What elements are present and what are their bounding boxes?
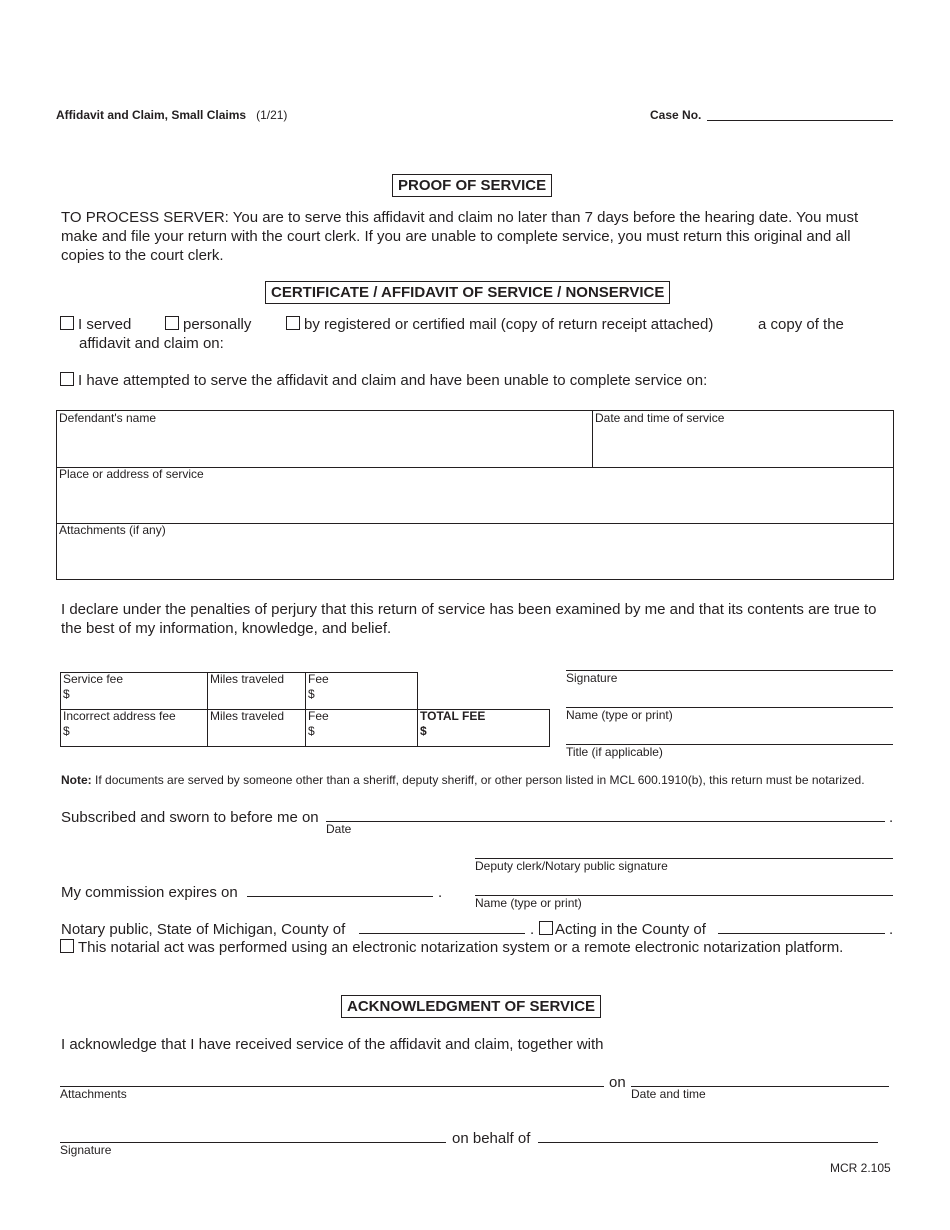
acknowledgment-text: I acknowledge that I have received service of the affidavit and claim, together with bbox=[61, 1036, 604, 1053]
certificate-title: CERTIFICATE / AFFIDAVIT OF SERVICE / NONSERVICE bbox=[265, 281, 670, 304]
miles-traveled-label-1: Miles traveled bbox=[210, 672, 285, 686]
personally-option[interactable] bbox=[165, 315, 251, 334]
fee-dollar-1: $ bbox=[308, 687, 315, 701]
electronic-notarization-checkbox[interactable] bbox=[60, 939, 74, 953]
form-date: (1/21) bbox=[256, 108, 288, 122]
form-number: MCR 2.105 bbox=[830, 1161, 891, 1175]
acting-county-label: Acting in the County of bbox=[555, 921, 706, 938]
subscribed-period: . bbox=[889, 809, 894, 826]
service-fee-dollar: $ bbox=[63, 687, 70, 701]
note-label: Note: bbox=[61, 773, 92, 787]
notarization-note bbox=[61, 773, 901, 787]
fee-label-1: Fee bbox=[308, 672, 329, 686]
deputy-signature-label: Deputy clerk/Notary public signature bbox=[475, 859, 668, 873]
perjury-declaration: I declare under the penalties of perjury that this return of service has been examined by me and that its contents are true to the best of my information, knowledge, and belief. bbox=[61, 601, 877, 637]
fee-dollar-2: $ bbox=[308, 724, 315, 738]
acting-county-option[interactable] bbox=[539, 920, 706, 939]
mail-option[interactable] bbox=[286, 315, 713, 334]
personally-label: personally bbox=[183, 316, 252, 333]
ack-signature-label: Signature bbox=[60, 1143, 112, 1157]
affidavit-claim-on-text: affidavit and claim on: bbox=[79, 335, 224, 352]
on-behalf-of-line[interactable] bbox=[538, 1142, 878, 1143]
attempted-checkbox[interactable] bbox=[60, 372, 74, 386]
place-address-label: Place or address of service bbox=[59, 467, 204, 481]
electronic-notarization-option[interactable] bbox=[60, 938, 843, 957]
service-fee-label: Service fee bbox=[63, 672, 124, 686]
subscribed-date-label: Date bbox=[326, 822, 352, 836]
personally-checkbox[interactable] bbox=[165, 316, 179, 330]
on-behalf-of-text: on behalf of bbox=[452, 1130, 531, 1147]
form-title-text: Affidavit and Claim, Small Claims bbox=[56, 108, 247, 122]
total-fee-dollar: $ bbox=[420, 724, 427, 738]
mail-label: by registered or certified mail (copy of return receipt attached) bbox=[304, 316, 714, 333]
attempted-option[interactable] bbox=[60, 371, 707, 390]
ack-date-time-label: Date and time bbox=[631, 1087, 706, 1101]
defendant-name-label: Defendant's name bbox=[59, 411, 157, 425]
acting-county-line[interactable] bbox=[718, 933, 885, 934]
note-text: If documents are served by someone other than a sheriff, deputy sheriff, or other person listed in MCL 600.1910(b), this return must be notarized. bbox=[95, 773, 865, 787]
name-print-label: Name (type or print) bbox=[566, 708, 673, 722]
service-table bbox=[56, 410, 894, 580]
acting-county-period: . bbox=[889, 921, 894, 938]
copy-of-the-text: a copy of the bbox=[758, 316, 844, 333]
proof-of-service-title: PROOF OF SERVICE bbox=[392, 174, 552, 197]
acknowledgment-title: ACKNOWLEDGMENT OF SERVICE bbox=[341, 995, 601, 1018]
miles-traveled-label-2: Miles traveled bbox=[210, 709, 285, 723]
case-no-input[interactable] bbox=[707, 120, 893, 121]
ack-on-text: on bbox=[609, 1074, 626, 1091]
attempted-label: I have attempted to serve the affidavit and claim and have been unable to complete service on: bbox=[78, 372, 708, 389]
acting-county-checkbox[interactable] bbox=[539, 921, 553, 935]
subscribed-date-line[interactable] bbox=[326, 821, 885, 822]
notary-county-period: . bbox=[530, 921, 535, 938]
incorrect-address-dollar: $ bbox=[63, 724, 70, 738]
ack-signature-line[interactable] bbox=[60, 1142, 446, 1143]
mail-checkbox[interactable] bbox=[286, 316, 300, 330]
ack-attachments-line[interactable] bbox=[60, 1086, 604, 1087]
incorrect-address-fee-label: Incorrect address fee bbox=[63, 709, 176, 723]
signature-label: Signature bbox=[566, 671, 618, 685]
form-title bbox=[56, 108, 287, 122]
process-server-instructions: TO PROCESS SERVER: You are to serve this affidavit and claim no later than 7 days before the hearing date. You must make and file your return with the court clerk. If you are unable to complete service, you must return this original and all copies to the court clerk. bbox=[61, 209, 859, 264]
total-fee-label: TOTAL FEE bbox=[420, 709, 486, 723]
ack-attachments-label: Attachments bbox=[60, 1087, 127, 1101]
served-checkbox[interactable] bbox=[60, 316, 74, 330]
notary-county-line[interactable] bbox=[359, 933, 525, 934]
served-label: I served bbox=[78, 316, 132, 333]
date-time-service-label: Date and time of service bbox=[595, 411, 725, 425]
commission-period: . bbox=[438, 884, 443, 901]
fees-table bbox=[60, 672, 550, 747]
served-option[interactable] bbox=[60, 315, 131, 334]
notary-county-text: Notary public, State of Michigan, County of bbox=[61, 921, 346, 938]
commission-expires-line[interactable] bbox=[247, 896, 433, 897]
electronic-notarization-label: This notarial act was performed using an electronic notarization system or a remote electronic notarization platform. bbox=[78, 939, 844, 956]
title-label: Title (if applicable) bbox=[566, 745, 663, 759]
case-no-label: Case No. bbox=[650, 108, 702, 122]
attachments-label: Attachments (if any) bbox=[59, 523, 166, 537]
commission-expires-text: My commission expires on bbox=[61, 884, 238, 901]
fee-label-2: Fee bbox=[308, 709, 329, 723]
subscribed-text: Subscribed and sworn to before me on bbox=[61, 809, 319, 826]
notary-name-label: Name (type or print) bbox=[475, 896, 582, 910]
